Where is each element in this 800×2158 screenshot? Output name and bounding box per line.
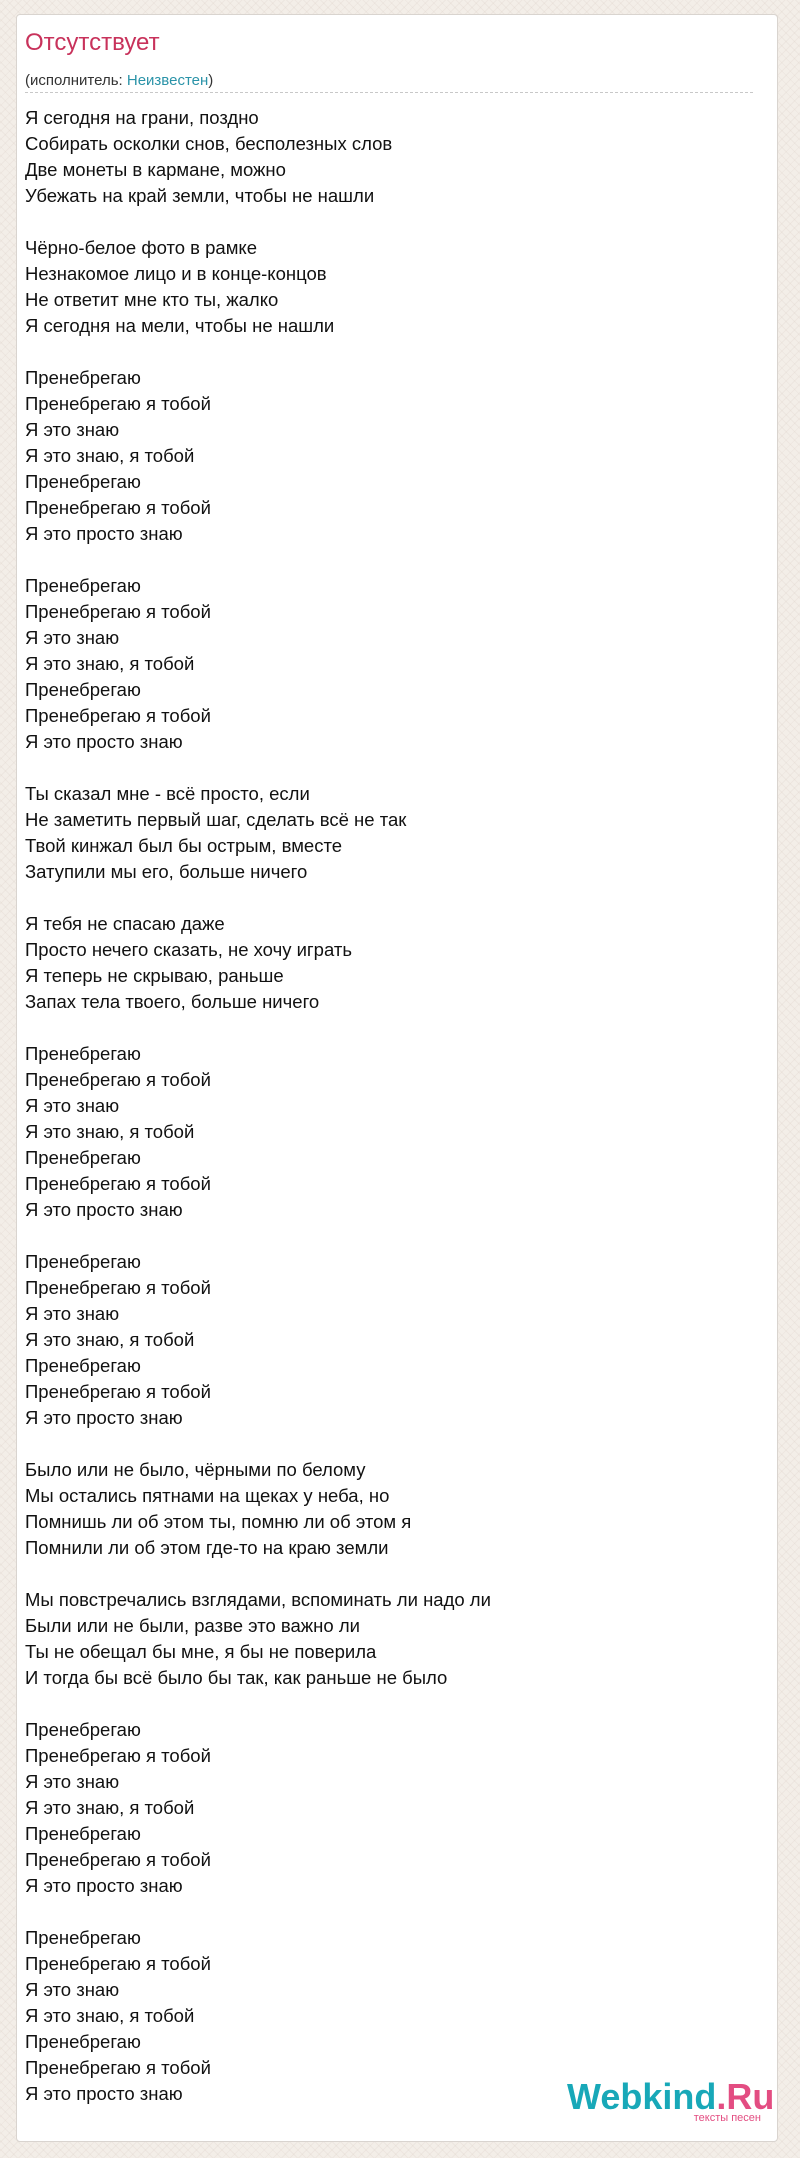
- lyrics-line: Пренебрегаю я тобой: [25, 393, 211, 414]
- lyrics-line: Я это знаю: [25, 627, 120, 648]
- lyrics-stanza: [25, 235, 745, 339]
- lyrics-line: Я это просто знаю: [25, 523, 183, 544]
- lyrics-line: Затупили мы его, больше ничего: [25, 861, 308, 882]
- lyrics-line: Я теперь не скрываю, раньше: [25, 965, 284, 986]
- lyrics-line: Пренебрегаю я тобой: [25, 601, 211, 622]
- lyrics-line: Чёрно-белое фото в рамке: [25, 237, 258, 258]
- lyrics-line: Пренебрегаю: [25, 575, 141, 596]
- lyrics-line: Я тебя не спасаю даже: [25, 913, 225, 934]
- lyrics-line: Я это знаю, я тобой: [25, 2005, 195, 2026]
- lyrics-line: Помнишь ли об этом ты, помню ли об этом я: [25, 1511, 412, 1532]
- lyrics-line: Я это знаю, я тобой: [25, 445, 195, 466]
- lyrics-line: Пренебрегаю: [25, 1719, 141, 1740]
- lyrics-line: Убежать на край земли, чтобы не нашли: [25, 185, 375, 206]
- lyrics-line: Я это просто знаю: [25, 1199, 183, 1220]
- lyrics-line: Я это знаю, я тобой: [25, 1797, 195, 1818]
- lyrics-line: Пренебрегаю: [25, 471, 141, 492]
- lyrics-line: Помнили ли об этом где-то на краю земли: [25, 1537, 389, 1558]
- lyrics-line: Я это знаю: [25, 1095, 120, 1116]
- lyrics-line: Ты не обещал бы мне, я бы не поверила: [25, 1641, 377, 1662]
- lyrics-stanza: [25, 105, 745, 209]
- lyrics-line: Я это знаю, я тобой: [25, 653, 195, 674]
- lyrics-line: Пренебрегаю: [25, 1355, 141, 1376]
- lyrics-line: Я это знаю: [25, 1303, 120, 1324]
- lyrics-stanza: [25, 365, 745, 547]
- lyrics-line: Я это просто знаю: [25, 2083, 183, 2104]
- lyrics-line: Пренебрегаю: [25, 679, 141, 700]
- lyrics-line: Было или не было, чёрными по белому: [25, 1459, 366, 1480]
- lyrics-line: Не заметить первый шаг, сделать всё не так: [25, 809, 407, 830]
- lyrics-line: Пренебрегаю я тобой: [25, 1745, 211, 1766]
- lyrics-line: Собирать осколки снов, бесполезных слов: [25, 133, 393, 154]
- lyrics-line: Незнакомое лицо и в конце-концов: [25, 263, 327, 284]
- lyrics-stanza: [25, 1457, 745, 1561]
- lyrics-line: Пренебрегаю я тобой: [25, 1381, 211, 1402]
- performer-line: [25, 72, 213, 90]
- lyrics-line: Твой кинжал был бы острым, вместе: [25, 835, 343, 856]
- lyrics-stanza: [25, 781, 745, 885]
- lyrics-line: Пренебрегаю: [25, 1043, 141, 1064]
- lyrics-line: Я это знаю: [25, 1979, 120, 2000]
- lyrics-line: Были или не были, разве это важно ли: [25, 1615, 360, 1636]
- song-title: Отсутствует: [25, 29, 160, 56]
- lyrics-body: [25, 105, 745, 2133]
- lyrics-line: Пренебрегаю: [25, 1927, 141, 1948]
- lyrics-stanza: [25, 1717, 745, 1899]
- logo-tagline: тексты песен: [693, 2112, 761, 2124]
- lyrics-line: Пренебрегаю: [25, 367, 141, 388]
- lyrics-line: Пренебрегаю: [25, 2031, 141, 2052]
- lyrics-line: Пренебрегаю я тобой: [25, 1173, 211, 1194]
- lyrics-line: Пренебрегаю: [25, 1147, 141, 1168]
- lyrics-stanza: [25, 911, 745, 1015]
- lyrics-line: Пренебрегаю я тобой: [25, 497, 211, 518]
- logo-main-text: Webkind: [567, 2076, 717, 2117]
- performer-suffix: ): [208, 72, 214, 89]
- lyrics-line: Я это знаю: [25, 1771, 120, 1792]
- lyrics-line: Я сегодня на грани, поздно: [25, 107, 259, 128]
- lyrics-line: Запах тела твоего, больше ничего: [25, 991, 320, 1012]
- site-logo[interactable]: [567, 2076, 775, 2127]
- lyrics-line: Я это знаю, я тобой: [25, 1329, 195, 1350]
- lyrics-line: Мы повстречались взглядами, вспоминать ли надо ли: [25, 1589, 491, 1610]
- lyrics-line: Я сегодня на мели, чтобы не нашли: [25, 315, 335, 336]
- lyrics-line: Я это просто знаю: [25, 1875, 183, 1896]
- performer-prefix: (исполнитель:: [25, 72, 127, 89]
- lyrics-line: Не ответит мне кто ты, жалко: [25, 289, 279, 310]
- logo-suffix-text: .Ru: [716, 2076, 775, 2117]
- header-divider: [25, 92, 753, 93]
- lyrics-line: Ты сказал мне - всё просто, если: [25, 783, 310, 804]
- lyrics-line: Пренебрегаю я тобой: [25, 1277, 211, 1298]
- logo-wordmark: [567, 2077, 774, 2117]
- lyrics-line: Пренебрегаю я тобой: [25, 705, 211, 726]
- lyrics-stanza: [25, 573, 745, 755]
- lyrics-line: Пренебрегаю я тобой: [25, 1953, 211, 1974]
- lyrics-line: Я это знаю, я тобой: [25, 1121, 195, 1142]
- artist-link[interactable]: Неизвестен: [126, 72, 209, 89]
- lyrics-line: И тогда бы всё было бы так, как раньше не было: [25, 1667, 448, 1688]
- lyrics-line: Пренебрегаю: [25, 1251, 141, 1272]
- lyrics-stanza: [25, 1587, 745, 1691]
- lyrics-line: Я это знаю: [25, 419, 120, 440]
- lyrics-line: Пренебрегаю я тобой: [25, 1069, 211, 1090]
- lyrics-stanza: [25, 1249, 745, 1431]
- lyrics-line: Я это просто знаю: [25, 731, 183, 752]
- lyrics-line: Просто нечего сказать, не хочу играть: [25, 939, 352, 960]
- lyrics-stanza: [25, 1041, 745, 1223]
- lyrics-line: Пренебрегаю я тобой: [25, 1849, 211, 1870]
- lyrics-line: Две монеты в кармане, можно: [25, 159, 286, 180]
- lyrics-line: Мы остались пятнами на щеках у неба, но: [25, 1485, 390, 1506]
- lyrics-line: Пренебрегаю я тобой: [25, 2057, 211, 2078]
- lyrics-line: Пренебрегаю: [25, 1823, 141, 1844]
- lyrics-line: Я это просто знаю: [25, 1407, 183, 1428]
